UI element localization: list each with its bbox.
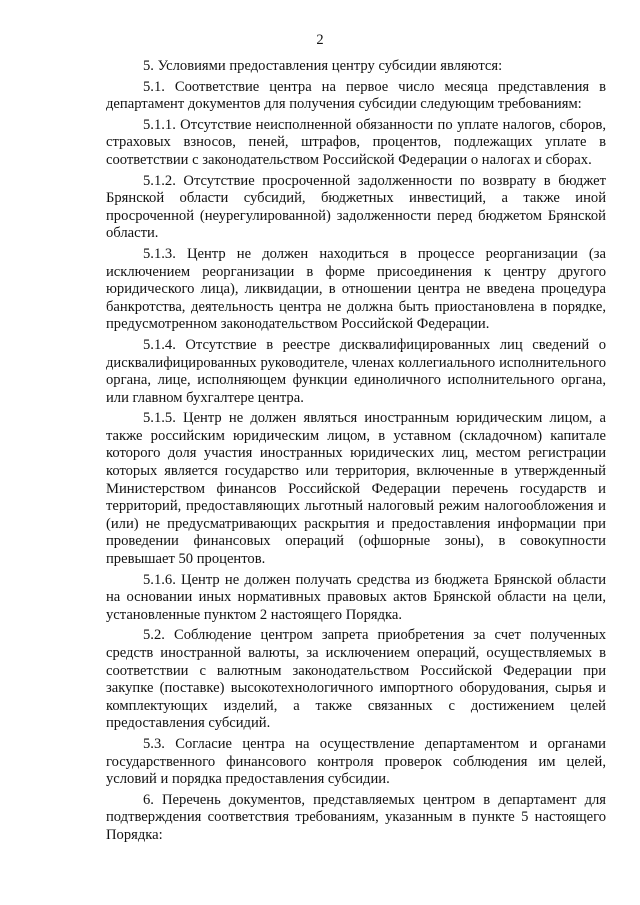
paragraph-5: 5. Условиями предоставления центру субсидии являются: — [143, 58, 503, 74]
paragraph-5-1-5: 5.1.5. Центр не должен являться иностранным юридическим лицом, а также российским юридическим лицом, в уставном (складочном) капитале которого доля участия иностранных юридических лиц, местом регистрации которых является государство или территория, включенные в утвержденный Министерством финансов Российской Федерации перечень государств и территорий, предоставляющих льготный налоговый режим налогообложения и (или) не предусматривающих раскрытия и предоставления информации при проведении финансовых операций (офшорные зоны), в совокупности превышает 50 процентов. — [106, 410, 606, 568]
page-number: 2 — [316, 32, 324, 48]
paragraph-5-2: 5.2. Соблюдение центром запрета приобретения за счет полученных средств иностранной валюты, за исключением операций, осуществляемых в соответствии с валютным законодательством Российской Федерации при закупке (поставке) высокотехнологичного импортного оборудования, сырья и комплектующих изделий, а также связанных с достижением целей предоставления субсидий. — [106, 627, 606, 732]
paragraph-5-1-3: 5.1.3. Центр не должен находиться в процессе реорганизации (за исключением реорганизации в форме присоединения к центру другого юридического лица), ликвидации, в отношении центра не введена процедура банкротства, деятельность центра не должна быть приостановлена в порядке, предусмотренном законодательством Российской Федерации. — [106, 245, 606, 333]
paragraph-5-3: 5.3. Согласие центра на осуществление департаментом и органами государственного финансового контроля проверок соблюдения им целей, условий и порядка предоставления субсидии. — [106, 735, 606, 788]
paragraph-5-1: 5.1. Соответствие центра на первое число месяца представления в департамент документов для получения субсидии следующим требованиям: — [106, 78, 606, 113]
paragraph-5-1-4: 5.1.4. Отсутствие в реестре дисквалифицированных лиц сведений о дисквалифицированных руководителе, членах коллегиального исполнительного органа, лице, исполняющем функции единоличного исполнительного органа, или главном бухгалтере центра. — [106, 336, 606, 406]
paragraph-5-1-2: 5.1.2. Отсутствие просроченной задолженности по возврату в бюджет Брянской области субсидий, бюджетных инвестиций, а также иной просроченной (неурегулированной) задолженности перед бюджетом Брянской области. — [106, 172, 606, 242]
paragraph-5-1-1: 5.1.1. Отсутствие неисполненной обязанности по уплате налогов, сборов, страховых взносов, пеней, штрафов, процентов, подлежащих уплате в соответствии с законодательством Российской Федерации о налогах и сборах. — [106, 116, 606, 168]
document-body — [106, 58, 606, 848]
paragraph-5-1-6: 5.1.6. Центр не должен получать средства из бюджета Брянской области на основании иных нормативных правовых актов Брянской области на цели, установленные пунктом 2 настоящего Порядка. — [106, 571, 606, 623]
paragraph-6: 6. Перечень документов, представляемых центром в департамент для подтверждения соответствия требованиям, указанным в пункте 5 настоящего Порядка: — [106, 791, 606, 843]
